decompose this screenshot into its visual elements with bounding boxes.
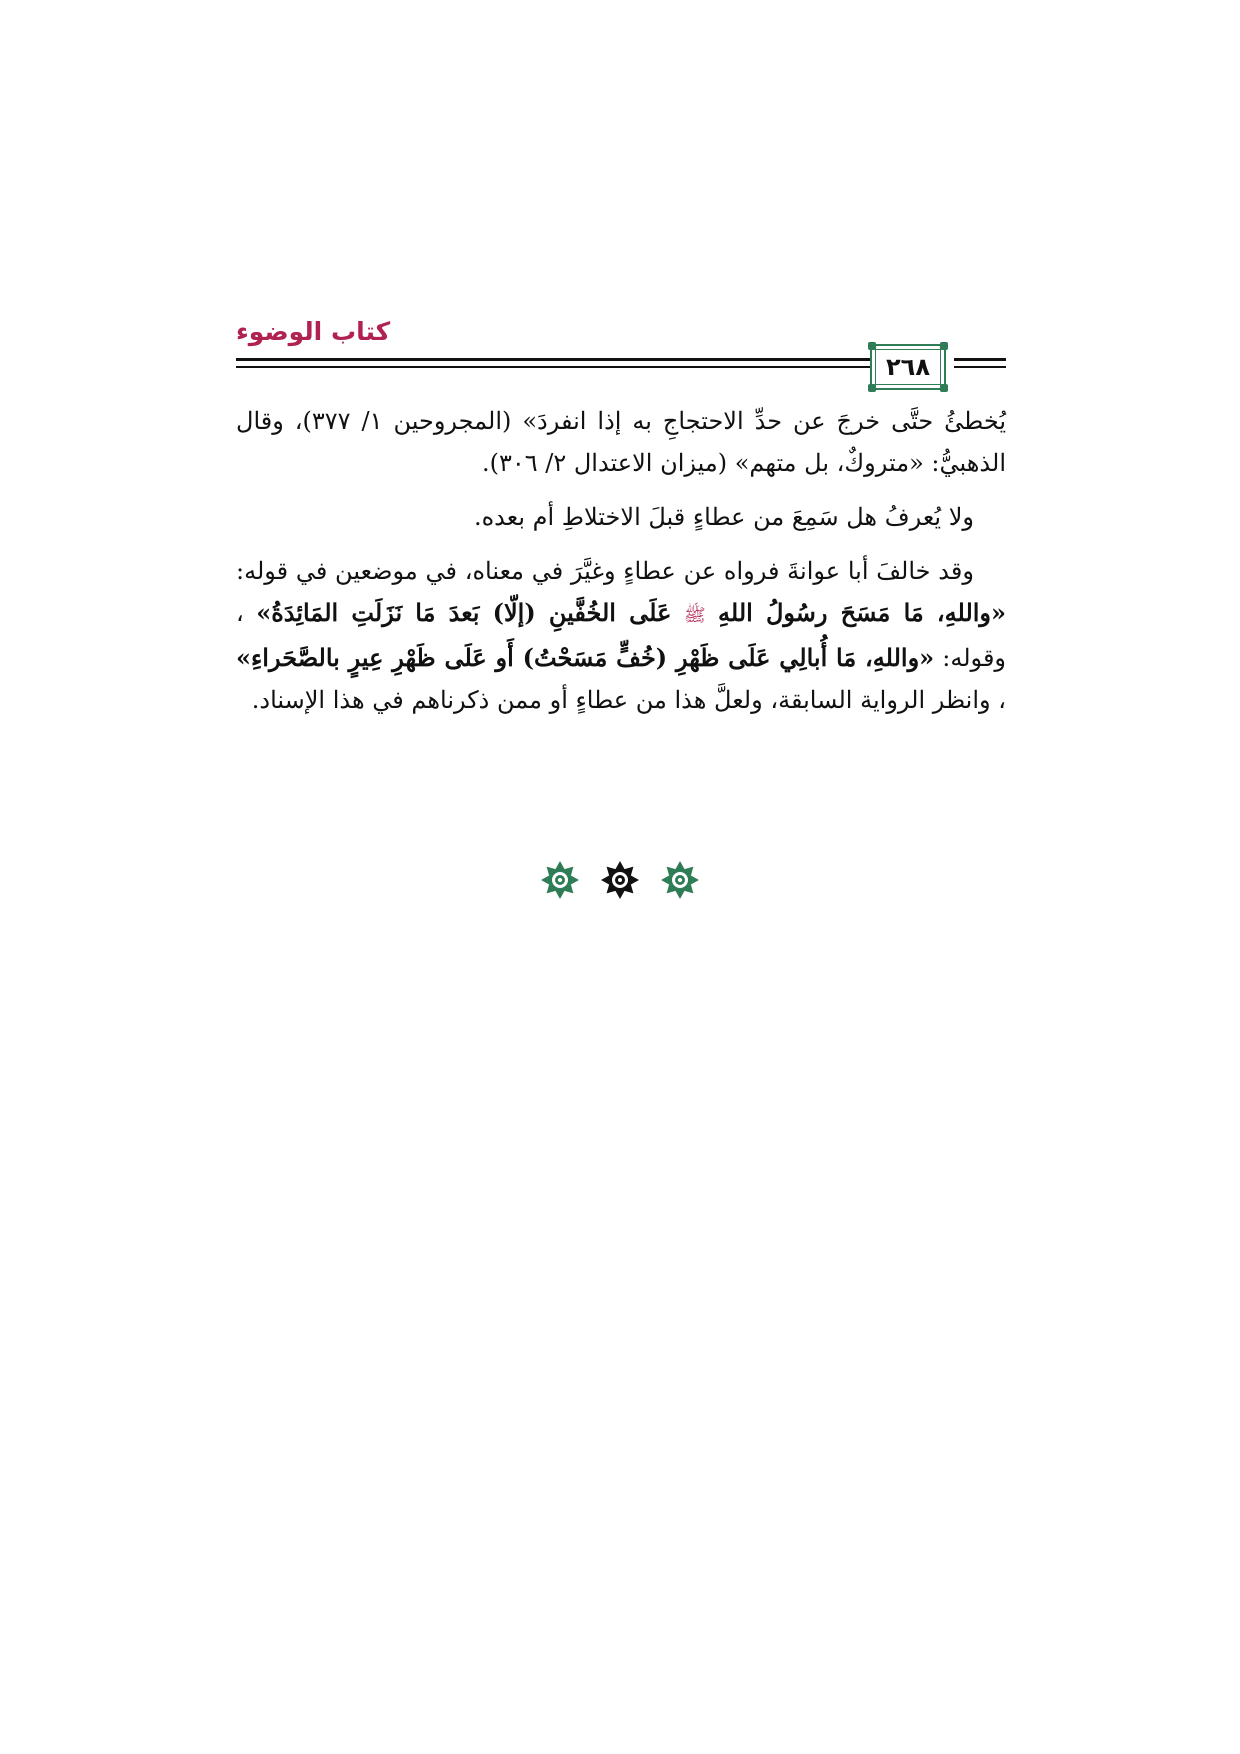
paragraph-3 <box>236 550 1006 721</box>
paragraph-1 <box>236 400 1006 484</box>
star-ornament-icon <box>540 860 580 900</box>
hadith-quote-1-end: عَلَى الخُفَّينِ (إلّا) بَعدَ مَا نَزَلَتِ المَائِدَةُ» <box>256 598 672 627</box>
paragraph-3-outro: ، وانظر الرواية السابقة، ولعلَّ هذا من عطاءٍ أو ممن ذكرناهم في هذا الإسناد. <box>251 686 1006 714</box>
paragraph-3-separator: ، وقوله: <box>236 599 1007 672</box>
paragraph-1-line-2: وقال الذهبيُّ: «متروكٌ، بل متهم» (ميزان الاعتدال ٢/ ٣٠٦). <box>236 407 1006 477</box>
hadith-quote-2: «واللهِ، مَا أُبالِي عَلَى ظَهْرِ (خُفٍّ مَسَحْتُ) أَو عَلَى ظَهْرِ عِيرٍ بالصَّحَراءِ» <box>236 643 935 672</box>
star-ornament-icon <box>600 860 640 900</box>
body-text <box>236 400 1006 721</box>
paragraph-2: ولا يُعرفُ هل سَمِعَ من عطاءٍ قبلَ الاختلاطِ أم بعده. <box>473 503 974 531</box>
page-number: ٢٦٨ <box>886 353 930 381</box>
paragraph-3-intro: وقد خالفَ أبا عوانةَ فرواه عن عطاءٍ وغيَّرَ في معناه، في موضعين في قوله: <box>236 557 974 585</box>
page-number-frame <box>870 344 946 390</box>
hadith-quote-1-start: «واللهِ، مَا مَسَحَ رسُولُ اللهِ <box>718 598 1007 627</box>
paragraph-1-line-1: يُخطئُ حتَّى خرجَ عن حدِّ الاحتجاجِ به إذا انفردَ» (المجروحين ١/ ٣٧٧)، <box>294 407 1006 435</box>
star-ornament-icon <box>660 860 700 900</box>
book-title: كتاب الوضوء <box>236 317 391 346</box>
salawat-glyph: ﷺ <box>683 605 706 626</box>
page-header <box>236 314 1006 394</box>
section-end-ornaments <box>540 860 700 900</box>
